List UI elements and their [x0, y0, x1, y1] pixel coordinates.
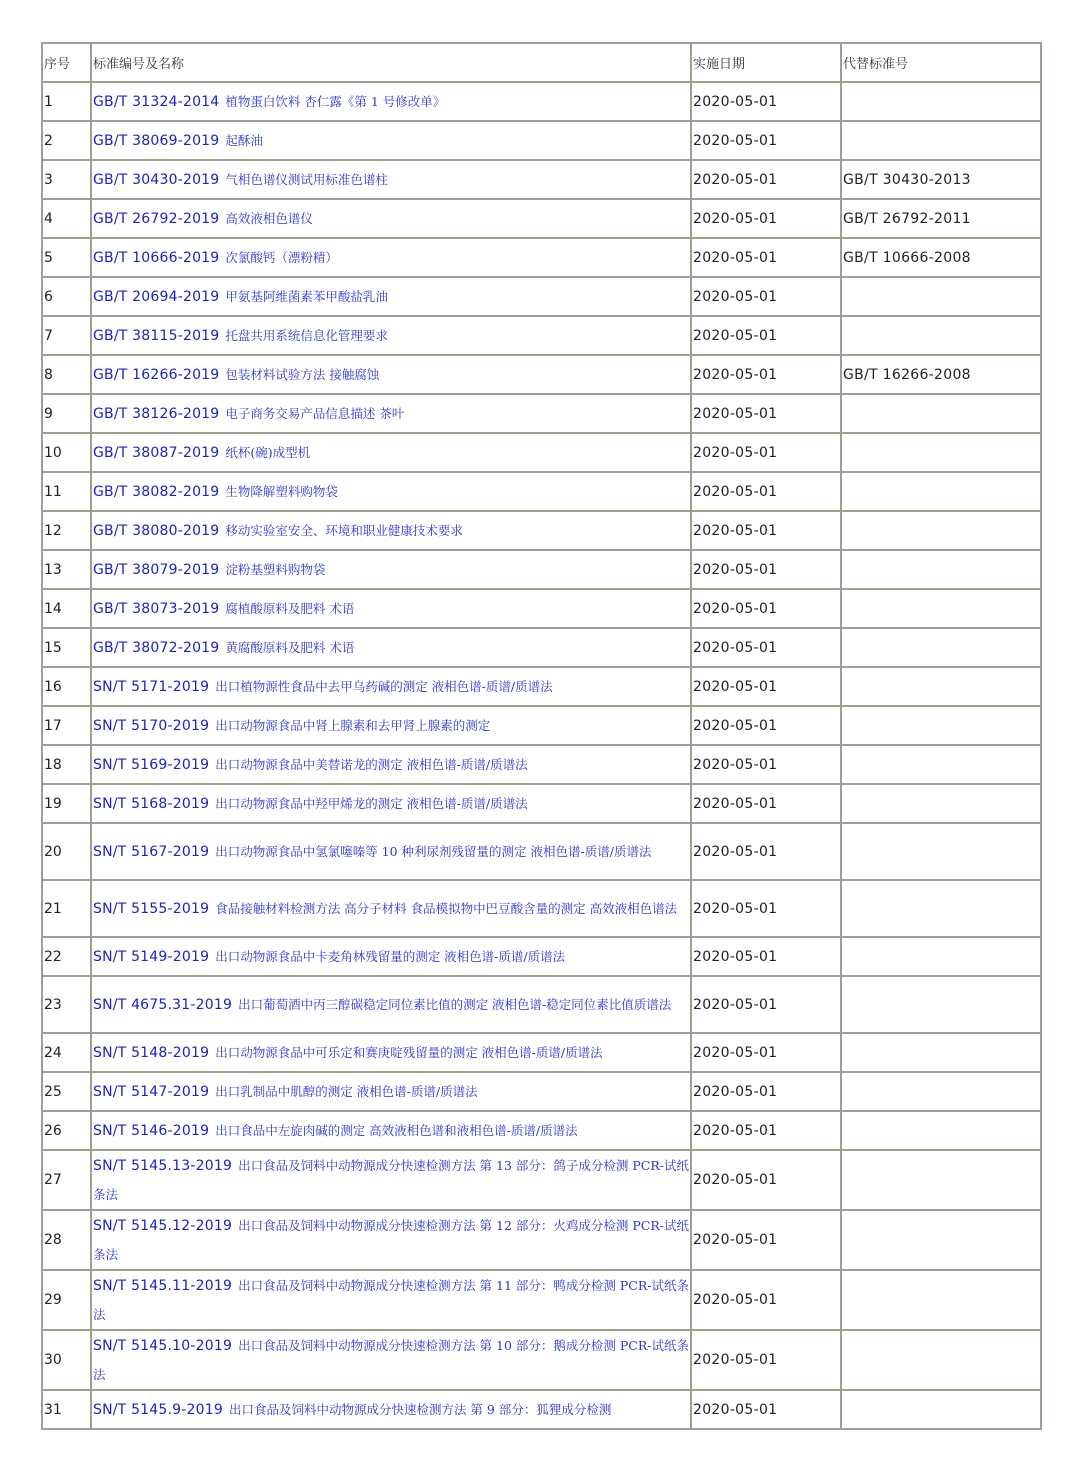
effective-date: 2020-05-01: [691, 550, 841, 589]
standard-cell: [91, 589, 691, 628]
effective-date: 2020-05-01: [691, 199, 841, 238]
standard-code-link[interactable]: GB/T 16266-2019: [93, 367, 220, 383]
row-number: 18: [42, 745, 91, 784]
standard-title-link[interactable]: 出口动物源食品中羟甲烯龙的测定 液相色谱-质谱/质谱法: [215, 796, 528, 811]
standard-cell: [91, 1111, 691, 1150]
row-number: 7: [42, 316, 91, 355]
standard-title-link[interactable]: 起酥油: [225, 133, 263, 148]
standard-cell: [91, 1390, 691, 1429]
standard-code-link[interactable]: SN/T 5170-2019: [93, 718, 210, 734]
effective-date: 2020-05-01: [691, 1390, 841, 1429]
standard-title-link[interactable]: 出口植物源性食品中去甲乌药碱的测定 液相色谱-质谱/质谱法: [215, 679, 553, 694]
table-row: [42, 511, 1041, 550]
effective-date: 2020-05-01: [691, 1111, 841, 1150]
table-row: [42, 277, 1041, 316]
effective-date: 2020-05-01: [691, 589, 841, 628]
standard-cell: [91, 82, 691, 121]
table-body: [42, 82, 1041, 1429]
replaced-standard: [841, 1390, 1041, 1429]
effective-date: 2020-05-01: [691, 667, 841, 706]
standard-title-link[interactable]: 气相色谱仪测试用标准色谱柱: [225, 172, 388, 187]
row-number: 22: [42, 937, 91, 976]
standard-title-link[interactable]: 包装材料试验方法 接触腐蚀: [225, 367, 380, 382]
standard-cell: [91, 394, 691, 433]
standard-cell: [91, 628, 691, 667]
effective-date: 2020-05-01: [691, 316, 841, 355]
effective-date: 2020-05-01: [691, 1033, 841, 1072]
standard-title-link[interactable]: 次氯酸钙（漂粉精）: [225, 250, 338, 265]
standard-cell: [91, 316, 691, 355]
standard-code-link[interactable]: SN/T 5147-2019: [93, 1084, 210, 1100]
standard-title-link[interactable]: 出口食品及饲料中动物源成分快速检测方法 第 12 部分：火鸡成分检测 PCR-试纸条法: [93, 1218, 689, 1262]
table-row: [42, 589, 1041, 628]
standard-code-link[interactable]: GB/T 38069-2019: [93, 133, 220, 149]
effective-date: 2020-05-01: [691, 1072, 841, 1111]
effective-date: 2020-05-01: [691, 1270, 841, 1330]
table-row: [42, 160, 1041, 199]
standard-title-link[interactable]: 托盘共用系统信息化管理要求: [225, 328, 388, 343]
standard-title-link[interactable]: 出口葡萄酒中丙三醇碳稳定同位素比值的测定 液相色谱-稳定同位素比值质谱法: [238, 997, 672, 1012]
standards-table: [41, 42, 1042, 1430]
standard-cell: [91, 1033, 691, 1072]
replaced-standard: [841, 316, 1041, 355]
standard-title-link[interactable]: 出口食品及饲料中动物源成分快速检测方法 第 10 部分：鹅成分检测 PCR-试纸条法: [93, 1338, 689, 1382]
replaced-standard: [841, 784, 1041, 823]
replaced-standard: [841, 433, 1041, 472]
standard-title-link[interactable]: 出口食品中左旋肉碱的测定 高效液相色谱和液相色谱-质谱/质谱法: [215, 1123, 578, 1138]
effective-date: 2020-05-01: [691, 1150, 841, 1210]
effective-date: 2020-05-01: [691, 472, 841, 511]
effective-date: 2020-05-01: [691, 745, 841, 784]
standard-cell: [91, 472, 691, 511]
table-row: [42, 1210, 1041, 1270]
table-row: [42, 121, 1041, 160]
standard-code-link[interactable]: SN/T 5167-2019: [93, 844, 210, 860]
standard-title-link[interactable]: 出口动物源食品中可乐定和赛庚啶残留量的测定 液相色谱-质谱/质谱法: [215, 1045, 603, 1060]
standard-cell: [91, 937, 691, 976]
replaced-standard: GB/T 26792-2011: [841, 199, 1041, 238]
replaced-standard: GB/T 16266-2008: [841, 355, 1041, 394]
table-row: [42, 355, 1041, 394]
standard-code-link[interactable]: SN/T 5155-2019: [93, 901, 210, 917]
standard-cell: [91, 121, 691, 160]
row-number: 13: [42, 550, 91, 589]
replaced-standard: [841, 277, 1041, 316]
standard-cell: [91, 976, 691, 1033]
standard-title-link[interactable]: 出口动物源食品中美替诺龙的测定 液相色谱-质谱/质谱法: [215, 757, 528, 772]
row-number: 10: [42, 433, 91, 472]
standard-title-link[interactable]: 甲氨基阿维菌素苯甲酸盐乳油: [225, 289, 388, 304]
standard-cell: [91, 511, 691, 550]
replaced-standard: [841, 880, 1041, 937]
standard-code-link[interactable]: GB/T 38115-2019: [93, 328, 220, 344]
row-number: 17: [42, 706, 91, 745]
standard-code-link[interactable]: SN/T 5145.13-2019: [93, 1158, 233, 1174]
effective-date: 2020-05-01: [691, 823, 841, 880]
replaced-standard: [841, 937, 1041, 976]
replaced-standard: [841, 976, 1041, 1033]
row-number: 15: [42, 628, 91, 667]
replaced-standard: GB/T 10666-2008: [841, 238, 1041, 277]
row-number: 27: [42, 1150, 91, 1210]
header-no: 序号: [42, 43, 91, 82]
row-number: 16: [42, 667, 91, 706]
row-number: 9: [42, 394, 91, 433]
row-number: 25: [42, 1072, 91, 1111]
row-number: 23: [42, 976, 91, 1033]
row-number: 31: [42, 1390, 91, 1429]
effective-date: 2020-05-01: [691, 355, 841, 394]
standard-code-link[interactable]: GB/T 20694-2019: [93, 289, 220, 305]
effective-date: 2020-05-01: [691, 160, 841, 199]
row-number: 21: [42, 880, 91, 937]
standard-cell: [91, 1210, 691, 1270]
table-row: [42, 394, 1041, 433]
standard-code-link[interactable]: SN/T 5145.10-2019: [93, 1338, 233, 1354]
table-row: [42, 1330, 1041, 1390]
replaced-standard: [841, 589, 1041, 628]
standard-title-link[interactable]: 出口食品及饲料中动物源成分快速检测方法 第 11 部分：鸭成分检测 PCR-试纸条法: [93, 1278, 689, 1322]
table-row: [42, 1072, 1041, 1111]
standard-title-link[interactable]: 电子商务交易产品信息描述 茶叶: [225, 406, 405, 421]
table-row: [42, 238, 1041, 277]
replaced-standard: [841, 1111, 1041, 1150]
standard-code-link[interactable]: GB/T 38073-2019: [93, 601, 220, 617]
row-number: 28: [42, 1210, 91, 1270]
standard-code-link[interactable]: GB/T 38082-2019: [93, 484, 220, 500]
standard-title-link[interactable]: 食品接触材料检测方法 高分子材料 食品模拟物中巴豆酸含量的测定 高效液相色谱法: [215, 901, 678, 916]
standard-code-link[interactable]: GB/T 26792-2019: [93, 211, 220, 227]
table-header-row: [42, 43, 1041, 82]
standard-code-link[interactable]: SN/T 5146-2019: [93, 1123, 210, 1139]
replaced-standard: [841, 667, 1041, 706]
standard-code-link[interactable]: GB/T 38087-2019: [93, 445, 220, 461]
standard-code-link[interactable]: SN/T 5145.11-2019: [93, 1278, 233, 1294]
row-number: 3: [42, 160, 91, 199]
standard-cell: [91, 355, 691, 394]
replaced-standard: [841, 1270, 1041, 1330]
table-row: [42, 82, 1041, 121]
standard-title-link[interactable]: 淀粉基塑料购物袋: [225, 562, 326, 577]
standard-code-link[interactable]: SN/T 5168-2019: [93, 796, 210, 812]
standard-cell: [91, 277, 691, 316]
effective-date: 2020-05-01: [691, 433, 841, 472]
standard-code-link[interactable]: GB/T 31324-2014: [93, 94, 220, 110]
effective-date: 2020-05-01: [691, 880, 841, 937]
standard-code-link[interactable]: SN/T 5145.9-2019: [93, 1402, 223, 1418]
table-row: [42, 706, 1041, 745]
row-number: 14: [42, 589, 91, 628]
standard-cell: [91, 433, 691, 472]
replaced-standard: [841, 706, 1041, 745]
standard-code-link[interactable]: GB/T 10666-2019: [93, 250, 220, 266]
effective-date: 2020-05-01: [691, 937, 841, 976]
replaced-standard: [841, 1033, 1041, 1072]
effective-date: 2020-05-01: [691, 784, 841, 823]
standard-title-link[interactable]: 腐植酸原料及肥料 术语: [225, 601, 355, 616]
standard-cell: [91, 199, 691, 238]
effective-date: 2020-05-01: [691, 1330, 841, 1390]
table-row: [42, 1150, 1041, 1210]
row-number: 5: [42, 238, 91, 277]
header-replaces: 代替标准号: [841, 43, 1041, 82]
table-row: [42, 550, 1041, 589]
row-number: 29: [42, 1270, 91, 1330]
effective-date: 2020-05-01: [691, 82, 841, 121]
standard-title-link[interactable]: 高效液相色谱仪: [225, 211, 313, 226]
effective-date: 2020-05-01: [691, 238, 841, 277]
row-number: 19: [42, 784, 91, 823]
table-row: [42, 784, 1041, 823]
standard-cell: [91, 784, 691, 823]
effective-date: 2020-05-01: [691, 121, 841, 160]
replaced-standard: [841, 1210, 1041, 1270]
replaced-standard: [841, 1330, 1041, 1390]
table-row: [42, 316, 1041, 355]
replaced-standard: [841, 628, 1041, 667]
effective-date: 2020-05-01: [691, 628, 841, 667]
header-name: 标准编号及名称: [91, 43, 691, 82]
standard-code-link[interactable]: SN/T 5145.12-2019: [93, 1218, 233, 1234]
row-number: 11: [42, 472, 91, 511]
standard-title-link[interactable]: 生物降解塑料购物袋: [225, 484, 338, 499]
standard-code-link[interactable]: GB/T 38072-2019: [93, 640, 220, 656]
standard-cell: [91, 550, 691, 589]
effective-date: 2020-05-01: [691, 1210, 841, 1270]
header-date: 实施日期: [691, 43, 841, 82]
table-row: [42, 1111, 1041, 1150]
row-number: 20: [42, 823, 91, 880]
table-row: [42, 937, 1041, 976]
replaced-standard: [841, 1072, 1041, 1111]
standard-cell: [91, 706, 691, 745]
replaced-standard: [841, 745, 1041, 784]
row-number: 24: [42, 1033, 91, 1072]
table-row: [42, 976, 1041, 1033]
row-number: 4: [42, 199, 91, 238]
replaced-standard: [841, 82, 1041, 121]
row-number: 1: [42, 82, 91, 121]
standard-title-link[interactable]: 纸杯(碗)成型机: [225, 445, 311, 460]
standard-title-link[interactable]: 植物蛋白饮料 杏仁露《第 1 号修改单》: [225, 94, 446, 109]
standard-title-link[interactable]: 黄腐酸原料及肥料 术语: [225, 640, 355, 655]
replaced-standard: [841, 511, 1041, 550]
standard-cell: [91, 745, 691, 784]
row-number: 8: [42, 355, 91, 394]
standard-title-link[interactable]: 移动实验室安全、环境和职业健康技术要求: [225, 523, 463, 538]
replaced-standard: [841, 472, 1041, 511]
table-row: [42, 880, 1041, 937]
replaced-standard: [841, 1150, 1041, 1210]
standard-code-link[interactable]: SN/T 5148-2019: [93, 1045, 210, 1061]
effective-date: 2020-05-01: [691, 277, 841, 316]
standard-cell: [91, 238, 691, 277]
standard-title-link[interactable]: 出口动物源食品中肾上腺素和去甲肾上腺素的测定: [215, 718, 491, 733]
standard-title-link[interactable]: 出口食品及饲料中动物源成分快速检测方法 第 9 部分：狐狸成分检测: [228, 1402, 612, 1417]
table-row: [42, 1033, 1041, 1072]
standard-code-link[interactable]: SN/T 5171-2019: [93, 679, 210, 695]
standard-cell: [91, 1150, 691, 1210]
standard-code-link[interactable]: GB/T 38126-2019: [93, 406, 220, 422]
table-row: [42, 433, 1041, 472]
standard-title-link[interactable]: 出口动物源食品中卡麦角林残留量的测定 液相色谱-质谱/质谱法: [215, 949, 566, 964]
row-number: 26: [42, 1111, 91, 1150]
effective-date: 2020-05-01: [691, 706, 841, 745]
effective-date: 2020-05-01: [691, 976, 841, 1033]
table-row: [42, 823, 1041, 880]
standard-title-link[interactable]: 出口动物源食品中氢氯噻嗪等 10 种利尿剂残留量的测定 液相色谱-质谱/质谱法: [215, 844, 652, 859]
table-row: [42, 628, 1041, 667]
standard-cell: [91, 667, 691, 706]
row-number: 12: [42, 511, 91, 550]
replaced-standard: [841, 394, 1041, 433]
table-row: [42, 1270, 1041, 1330]
table-row: [42, 472, 1041, 511]
effective-date: 2020-05-01: [691, 511, 841, 550]
standard-code-link[interactable]: SN/T 4675.31-2019: [93, 997, 233, 1013]
standard-cell: [91, 823, 691, 880]
standard-title-link[interactable]: 出口乳制品中肌醇的测定 液相色谱-质谱/质谱法: [215, 1084, 478, 1099]
table-row: [42, 1390, 1041, 1429]
standard-code-link[interactable]: GB/T 38079-2019: [93, 562, 220, 578]
row-number: 6: [42, 277, 91, 316]
replaced-standard: [841, 823, 1041, 880]
table-row: [42, 667, 1041, 706]
replaced-standard: [841, 550, 1041, 589]
standard-code-link[interactable]: GB/T 38080-2019: [93, 523, 220, 539]
effective-date: 2020-05-01: [691, 394, 841, 433]
standard-cell: [91, 1330, 691, 1390]
standard-cell: [91, 1072, 691, 1111]
standard-cell: [91, 160, 691, 199]
replaced-standard: GB/T 30430-2013: [841, 160, 1041, 199]
row-number: 30: [42, 1330, 91, 1390]
standard-code-link[interactable]: SN/T 5169-2019: [93, 757, 210, 773]
standard-title-link[interactable]: 出口食品及饲料中动物源成分快速检测方法 第 13 部分：鸽子成分检测 PCR-试纸条法: [93, 1158, 689, 1202]
table-row: [42, 199, 1041, 238]
standard-cell: [91, 880, 691, 937]
standard-code-link[interactable]: SN/T 5149-2019: [93, 949, 210, 965]
standard-code-link[interactable]: GB/T 30430-2019: [93, 172, 220, 188]
standard-cell: [91, 1270, 691, 1330]
row-number: 2: [42, 121, 91, 160]
replaced-standard: [841, 121, 1041, 160]
table-row: [42, 745, 1041, 784]
